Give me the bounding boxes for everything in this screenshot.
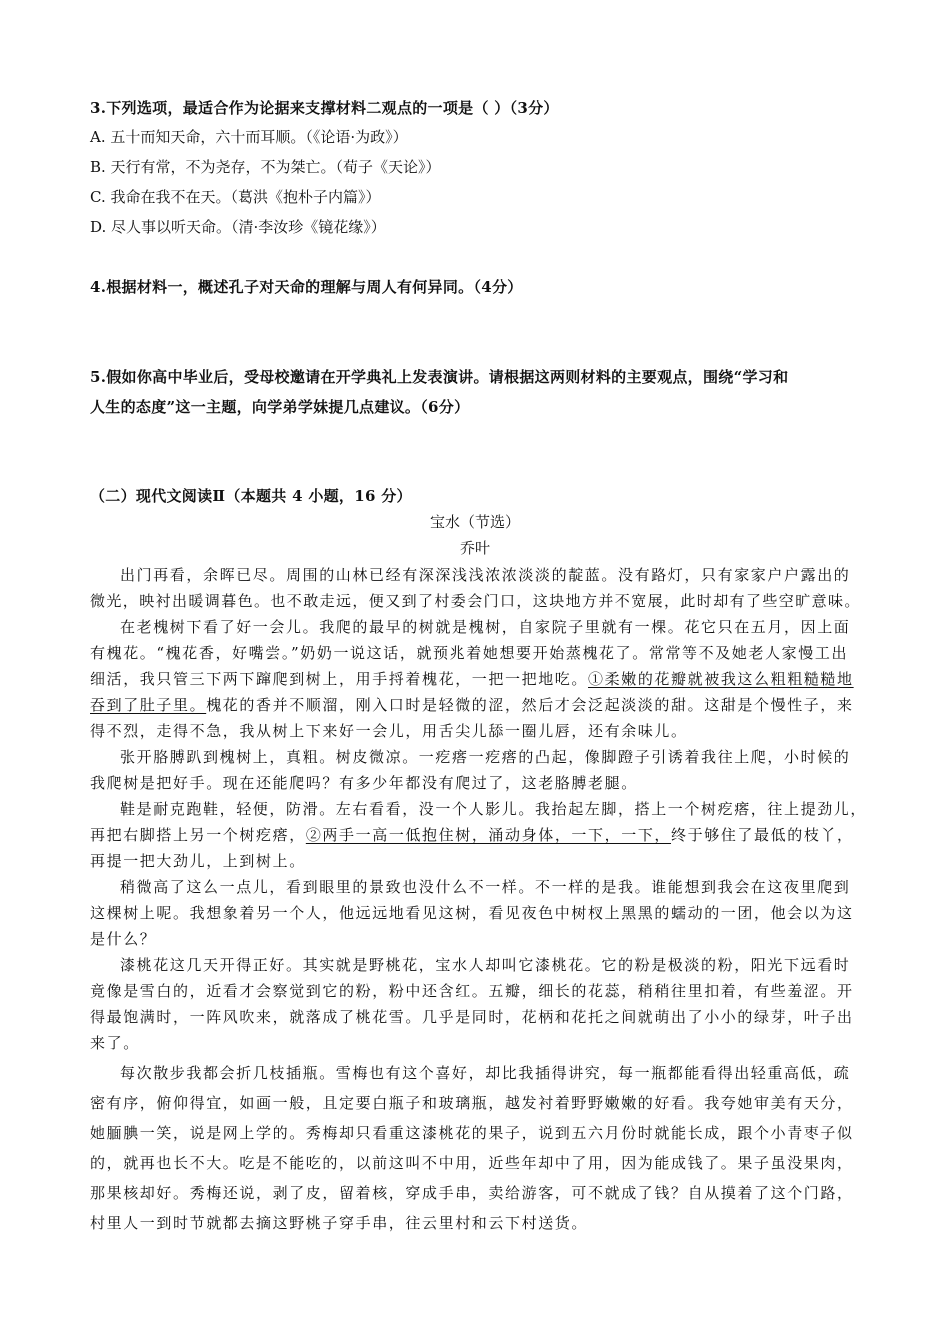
- passage-p2-line-2: 有槐花。“槐花香，好嘴尝。”奶奶一说这话，就预兆着她想要开始蒸槐花了。常常等不及她老人家慢工出: [90, 644, 849, 662]
- passage-p3-line-1: 张开胳膊趴到槐树上，真粗。树皮微凉。一疙瘩一疙瘩的凸起，像脚蹬子引诱着我往上爬，小时候的: [120, 748, 851, 766]
- question-3-option-a: A. 五十而知天命，六十而耳顺。（《论语·为政》）: [90, 128, 408, 146]
- question-3-title: 3.下列选项，最适合作为论据来支撑材料二观点的一项是（ ）（3分）: [90, 99, 559, 117]
- article-title: 宝水（节选）: [429, 513, 520, 531]
- passage-p5-line-1: 稍微高了这么一点儿，看到眼里的景致也没什么不一样。不一样的是我。谁能想到我会在这夜里爬到: [120, 878, 851, 896]
- passage-p4-line-1: 鞋是耐克跑鞋，轻便，防滑。左右看看，没一个人影儿。我抬起左脚，搭上一个树疙瘩，往上提劲儿，: [120, 800, 868, 818]
- passage-p4-line-2-end: 终于够住了最低的枝丫，: [671, 826, 854, 844]
- passage-p3-line-2: 我爬树是把好手。现在还能爬吗？有多少年都没有爬过了，这老胳膊老腿。: [90, 774, 638, 792]
- passage-p2-line-3: [90, 668, 854, 689]
- passage-p7-line-2: 密有序，俯仰得宜，如画一般，且定要白瓶子和玻璃瓶，越发衬着野野嫩嫩的好看。我夸她审美有天分，: [90, 1094, 854, 1112]
- passage-p6-line-3: 得最饱满时，一阵风吹来，就落成了桃花雪。几乎是同时，花柄和花托之间就萌出了小小的绿芽，叶子出: [90, 1008, 854, 1026]
- passage-p5-line-2: 这棵树上呢。我想象着另一个人，他远远地看见这树，看见夜色中树杈上黑黑的蠕动的一团，他会以为这: [90, 904, 854, 922]
- passage-p4-line-2: [90, 824, 854, 845]
- section-heading: （二）现代文阅读Ⅱ（本题共 4 小题，16 分）: [90, 487, 412, 505]
- question-3-option-b: B. 天行有常，不为尧存，不为桀亡。（荀子《天论》）: [90, 158, 441, 176]
- passage-p2-line-4-text: 槐花的香并不顺溜，刚入口时是轻微的涩，然后才会泛起淡淡的甜。这甜是个慢性子，来: [206, 696, 854, 714]
- passage-p6-line-1: 漆桃花这几天开得正好。其实就是野桃花，宝水人却叫它漆桃花。它的粉是极淡的粉，阳光下远看时: [120, 956, 851, 974]
- passage-p1-line-1: 出门再看，余晖已尽。周围的山林已经有深深浅浅浓浓淡淡的靛蓝。没有路灯，只有家家户户露出的: [120, 566, 851, 584]
- passage-p7-line-3: 她腼腆一笑，说是网上学的。秀梅却只看重这漆桃花的果子，说到五六月份时就能长成，跟个小青枣子似: [90, 1124, 854, 1142]
- question-5-line-2: 人生的态度”这一主题，向学弟学妹提几点建议。（6分）: [90, 398, 470, 416]
- passage-p2-line-1: 在老槐树下看了好一会儿。我爬的最早的树就是槐树，自家院子里就有一棵。花它只在五月，因上面: [120, 618, 851, 636]
- question-3-option-c: C. 我命在我不在天。（葛洪《抱朴子内篇》）: [90, 188, 381, 206]
- passage-p7-line-5: 那果核却好。秀梅还说，剥了皮，留着核，穿成手串，卖给游客，可不就成了钱？自从摸着了这个门路，: [90, 1184, 854, 1202]
- passage-p6-line-4: 来了。: [90, 1034, 140, 1052]
- passage-p4-line-2-start: 再把右脚搭上另一个树疙瘩，: [90, 826, 306, 844]
- passage-p5-line-3: 是什么？: [90, 930, 157, 948]
- passage-p2-line-4: [90, 694, 854, 715]
- underlined-sentence-1-part-a: ①柔嫩的花瓣就被我这么粗粗糙糙地: [588, 670, 854, 688]
- question-5-line-1: 5.假如你高中毕业后，受母校邀请在开学典礼上发表演讲。请根据这两则材料的主要观点，围绕“学习和: [90, 368, 789, 386]
- passage-p2-line-5: 得不烈，走得不急，我从树上下来好一会儿，用舌尖儿舔一圈儿唇，还有余味儿。: [90, 722, 688, 740]
- passage-p2-line-3-text: 细活，我只管三下两下蹿爬到树上，用手捋着槐花，一把一把地吃。: [90, 670, 589, 688]
- passage-p1-line-2: 微光，映衬出暖调暮色。也不敢走远，便又到了村委会门口，这块地方并不宽展，此时却有了些空旷意味。: [90, 592, 861, 610]
- question-4-title: 4.根据材料一，概述孔子对天命的理解与周人有何异同。（4分）: [90, 278, 523, 296]
- article-author: 乔叶: [459, 539, 490, 557]
- passage-p7-line-4: 的，就再也长不大。吃是不能吃的，以前这叫不中用，近些年却中了用，因为能成钱了。果子虽没果肉，: [90, 1154, 854, 1172]
- passage-p6-line-2: 竟像是雪白的，近看才会察觉到它的粉，粉中还含红。五瓣，细长的花蕊，稍稍往里扣着，有些羞涩。开: [90, 982, 854, 1000]
- underlined-sentence-1-part-b: 吞到了肚子里。: [90, 696, 207, 714]
- underlined-sentence-2: ②两手一高一低抱住树，涌动身体，一下，一下，: [305, 826, 672, 844]
- passage-p7-line-6: 村里人一到时节就都去摘这野桃子穿手串，往云里村和云下村送货。: [90, 1214, 589, 1232]
- question-3-option-d: D. 尽人事以听天命。（清·李汝珍《镜花缘》）: [90, 218, 386, 236]
- passage-p4-line-3: 再提一把大劲儿，上到树上。: [90, 852, 306, 870]
- passage-p7-line-1: 每次散步我都会折几枝插瓶。雪梅也有这个喜好，却比我插得讲究，每一瓶都能看得出轻重高低，疏: [120, 1064, 851, 1082]
